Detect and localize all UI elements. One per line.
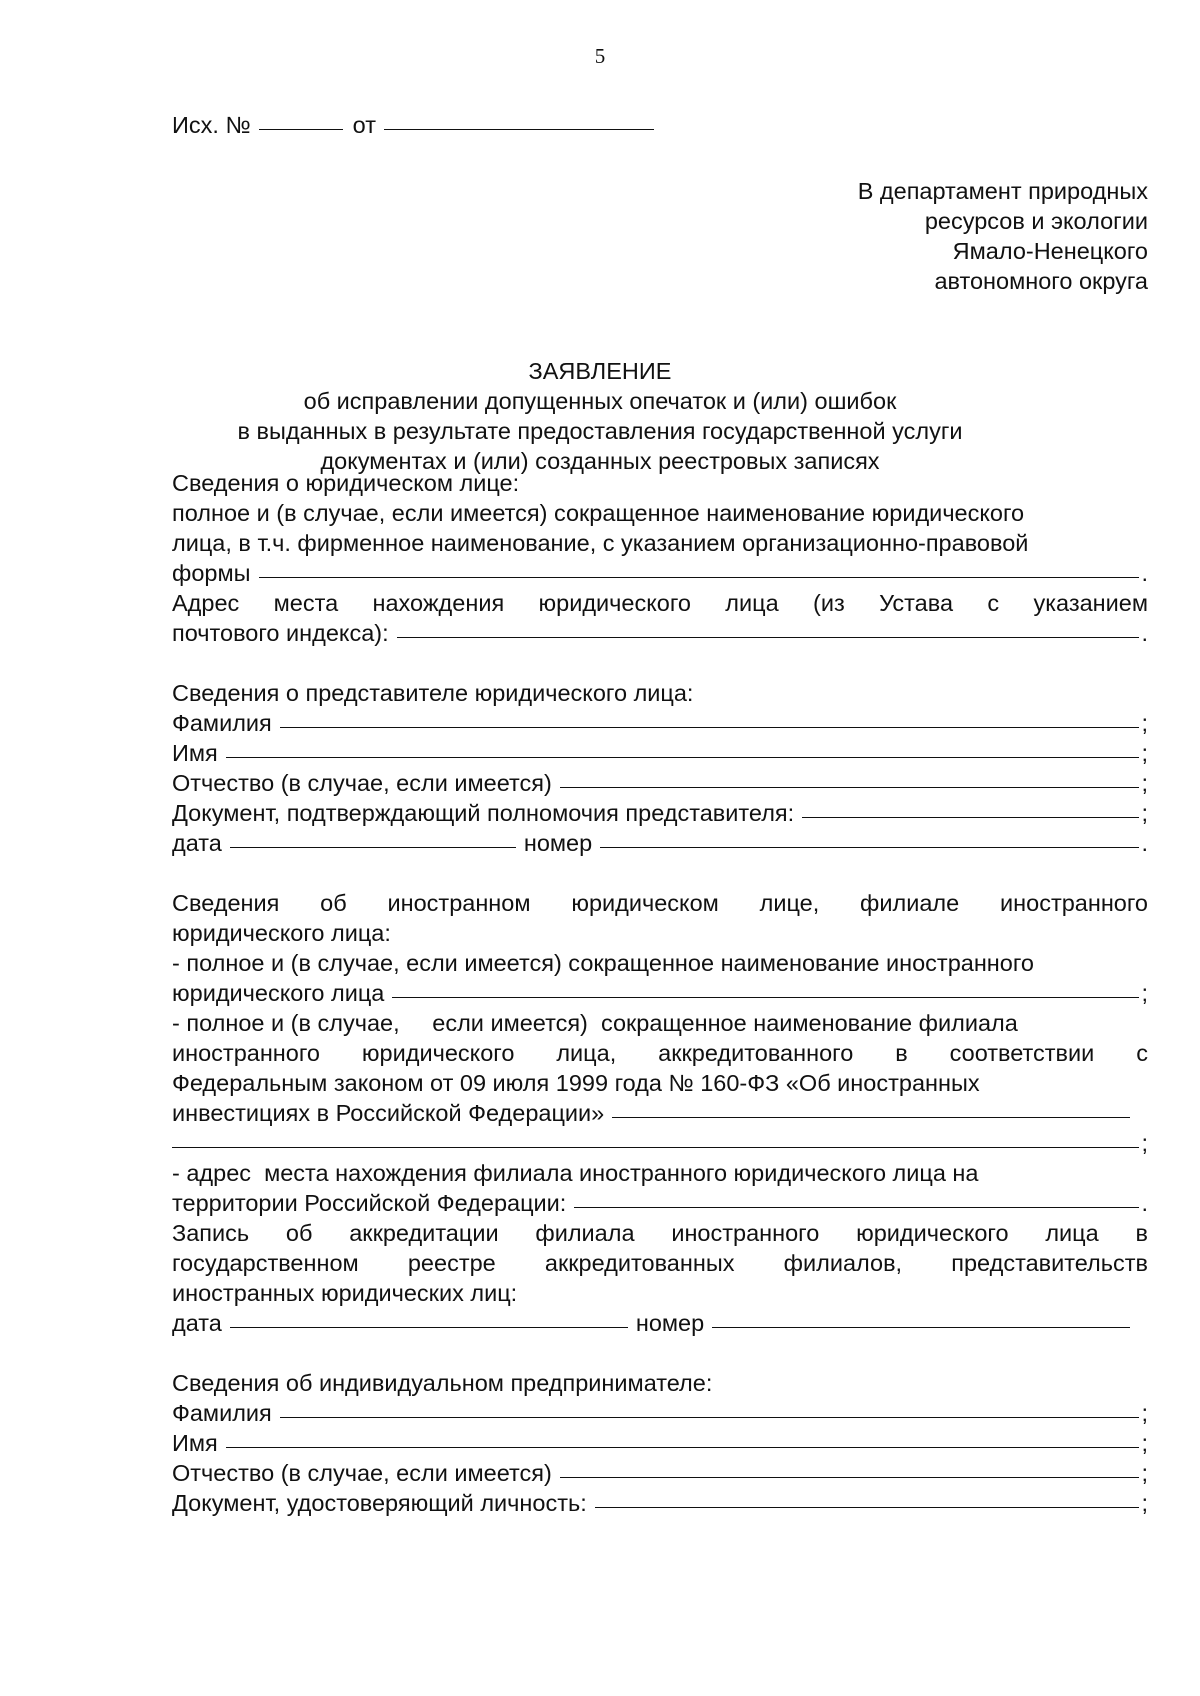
date-label: дата bbox=[172, 1310, 222, 1336]
entrepreneur-patronymic-field[interactable] bbox=[560, 1477, 1140, 1478]
number-label: номер bbox=[635, 1310, 705, 1336]
entrepreneur-surname-field[interactable] bbox=[280, 1417, 1140, 1418]
entrepreneur-heading: Сведения об индивидуальном предпринимателе: bbox=[172, 1370, 713, 1396]
patronymic-label: Отчество (в случае, если имеется) bbox=[172, 1460, 552, 1486]
identity-document-label: Документ, удостоверяющий личность: bbox=[172, 1490, 587, 1516]
foreign-heading: Сведения об иностранном юридическом лице, филиале иностранного bbox=[172, 890, 1148, 916]
ref-number-field[interactable] bbox=[259, 129, 343, 130]
form-body: Сведения о юридическом лице: полное и (в случае, если имеется) сокращенное наименование юридического лица, в т.ч. фирменное наименование, с указанием организационно-правовой формы . Адрес места нахождения юридического лица (из Устава с указанием почтового индекса): . Сведения о представителе юридического лица: Фамилия ; Имя ; Отчество (в случае, если имеется) ; Документ, подтверждающий полномочия представителя: ; дата номер . Сведения об иностранном юридическом лице, филиале иностранного юридического лица: - полное и (в случае, если имеется) сокращенное наименование иностранного юридического лица ; - полное и (в случае, если имеется) сокращенное наименование филиала иностранного юридического лица, аккредитованного в соответствии с Федеральным законом от 09 июля 1999 года № 160-ФЗ «Об иностранных инвестициях в Российской Федерации» ; - адрес места нахождения филиала иностранного юридического лица на территории Российской Федерации: . Запись об аккредитации филиала иностранного юридического лица в государственном реестре аккредитованных филиалов, представительств иностранных юридических лиц: дата номер Сведения об индивидуальном предпринимателе: Фамилия ; Имя ; Отчество (в случае, если имеется) ; Документ, удостоверяющий личность: ; bbox=[172, 470, 1148, 1516]
accreditation-record-line: Запись об аккредитации филиала иностранного юридического лица в bbox=[172, 1220, 1148, 1246]
foreign-name-label: юридического лица bbox=[172, 980, 385, 1006]
authority-document-field[interactable] bbox=[802, 817, 1139, 818]
representative-number-field[interactable] bbox=[600, 847, 1139, 848]
legal-entity-heading: Сведения о юридическом лице: bbox=[172, 470, 520, 496]
representative-surname-field[interactable] bbox=[280, 727, 1140, 728]
entrepreneur-name-field[interactable] bbox=[226, 1447, 1140, 1448]
subtitle-line: об исправлении допущенных опечаток и (или) ошибок bbox=[303, 388, 897, 414]
branch-address-field[interactable] bbox=[574, 1207, 1139, 1208]
branch-name-field[interactable] bbox=[612, 1117, 1130, 1118]
accreditation-record-line: иностранных юридических лиц: bbox=[172, 1280, 518, 1306]
ref-label: Исх. № bbox=[172, 112, 251, 138]
recipient-line: В департамент природных bbox=[857, 178, 1148, 204]
legal-entity-address-line: Адрес места нахождения юридического лица (из Устава с указанием bbox=[172, 590, 1148, 616]
patronymic-label: Отчество (в случае, если имеется) bbox=[172, 770, 552, 796]
branch-name-line: - полное и (в случае, если имеется) сокращенное наименование филиала bbox=[172, 1010, 1018, 1036]
branch-name-line: Федеральным законом от 09 июля 1999 года № 160-ФЗ «Об иностранных bbox=[172, 1070, 980, 1096]
recipient-line: Ямало-Ненецкого bbox=[952, 238, 1148, 264]
document-title: ЗАЯВЛЕНИЕ bbox=[528, 358, 672, 384]
foreign-heading-line2: юридического лица: bbox=[172, 920, 391, 946]
surname-label: Фамилия bbox=[172, 1400, 272, 1426]
number-label: номер bbox=[523, 830, 593, 856]
representative-date-field[interactable] bbox=[230, 847, 516, 848]
representative-name-field[interactable] bbox=[226, 757, 1140, 758]
representative-patronymic-field[interactable] bbox=[560, 787, 1140, 788]
page-number: 5 bbox=[594, 44, 606, 68]
representative-heading: Сведения о представителе юридического лица: bbox=[172, 680, 694, 706]
form-label: формы bbox=[172, 560, 251, 586]
recipient-line: ресурсов и экологии bbox=[924, 208, 1148, 234]
title-block bbox=[0, 356, 1200, 476]
name-label: Имя bbox=[172, 1430, 218, 1456]
branch-name-field-continued[interactable] bbox=[172, 1147, 1139, 1148]
branch-address-line: - адрес места нахождения филиала иностранного юридического лица на bbox=[172, 1160, 979, 1186]
legal-entity-name-field[interactable] bbox=[259, 577, 1140, 578]
subtitle-line: в выданных в результате предоставления государственной услуги bbox=[237, 418, 963, 444]
name-label: Имя bbox=[172, 740, 218, 766]
accreditation-date-field[interactable] bbox=[230, 1327, 628, 1328]
legal-entity-name-line: лица, в т.ч. фирменное наименование, с указанием организационно-правовой bbox=[172, 530, 1029, 556]
recipient-block bbox=[858, 176, 1148, 296]
identity-document-field[interactable] bbox=[595, 1507, 1140, 1508]
accreditation-record-line: государственном реестре аккредитованных филиалов, представительств bbox=[172, 1250, 1148, 1276]
from-label: от bbox=[352, 112, 376, 138]
foreign-name-field[interactable] bbox=[392, 997, 1139, 998]
branch-address-label: территории Российской Федерации: bbox=[172, 1190, 567, 1216]
accreditation-number-field[interactable] bbox=[712, 1327, 1130, 1328]
legal-entity-name-line: полное и (в случае, если имеется) сокращенное наименование юридического bbox=[172, 500, 1025, 526]
recipient-line: автономного округа bbox=[934, 268, 1148, 294]
legal-entity-address-field[interactable] bbox=[397, 637, 1140, 638]
surname-label: Фамилия bbox=[172, 710, 272, 736]
branch-name-line: иностранного юридического лица, аккредитованного в соответствии с bbox=[172, 1040, 1148, 1066]
foreign-name-line: - полное и (в случае, если имеется) сокращенное наименование иностранного bbox=[172, 950, 1034, 976]
branch-name-label: инвестициях в Российской Федерации» bbox=[172, 1100, 605, 1126]
ref-date-field[interactable] bbox=[384, 129, 654, 130]
postal-label: почтового индекса): bbox=[172, 620, 389, 646]
date-label: дата bbox=[172, 830, 222, 856]
subtitle-line: документах и (или) созданных реестровых записях bbox=[320, 448, 880, 474]
outgoing-ref-line bbox=[172, 110, 1148, 140]
authority-document-label: Документ, подтверждающий полномочия представителя: bbox=[172, 800, 795, 826]
